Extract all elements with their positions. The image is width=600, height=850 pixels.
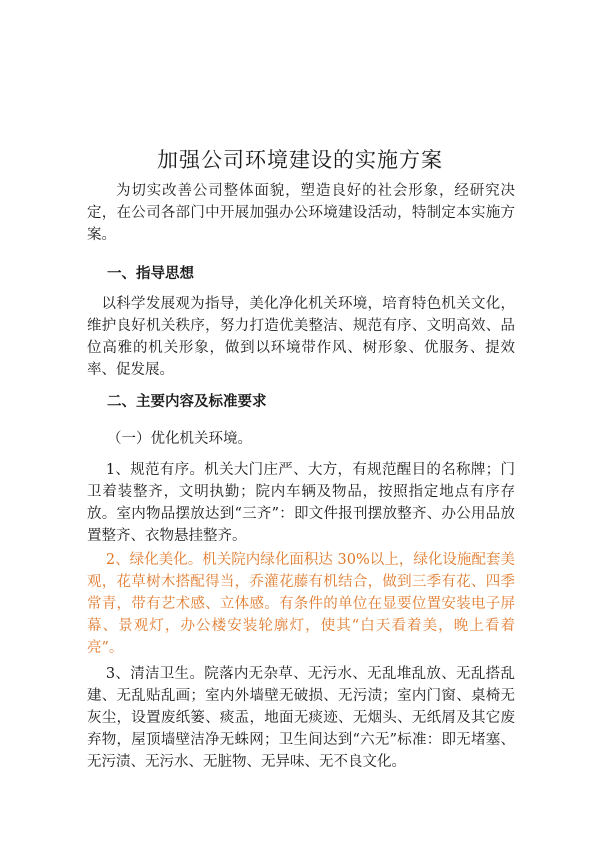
item-orderly: 1、规范有序。机关大门庄严、大方，有规范醒目的名称牌；门卫着装整齐，文明执勤；院内车辆及物品，按照指定地点有序存放。室内物品摆放达到“三齐”：即文件报刊摆放整齐、办公用品放置整齐、衣物悬挂整齐。 bbox=[87, 462, 515, 544]
intro-paragraph: 为切实改善公司整体面貌，塑造良好的社会形象，经研究决定，在公司各部门中开展加强办公环境建设活动，特制定本实施方案。 bbox=[87, 183, 515, 243]
subheading-optimize-environment: （一）优化机关环境。 bbox=[107, 431, 252, 447]
item-sanitation: 3、清洁卫生。院落内无杂草、无污水、无乱堆乱放、无乱搭乱建、无乱贴乱画；室内外墙壁无破损、无污渍；室内门窗、桌椅无灰尘，设置废纸篓、痰盂，地面无痰迹、无烟头、无纸屑及其它废弃物，屋顶墙壁洁净无蛛网；卫生间达到“六无”标准：即无堵塞、无污渍、无污水、无脏物、无异味、无不良文化。 bbox=[87, 666, 515, 770]
section-heading-main-content: 二、主要内容及标准要求 bbox=[107, 394, 267, 410]
guiding-ideology-paragraph: 以科学发展观为指导，美化净化机关环境，培育特色机关文化，维护良好机关秩序，努力打造优美整洁、规范有序、文明高效、品位高雅的机关形象，做到以环境带作风、树形象、优服务、提效率、促发展。 bbox=[87, 296, 515, 378]
item-greening: 2、绿化美化。机关院内绿化面积达 30%以上，绿化设施配套美观，花草树木搭配得当，乔灌花藤有机结合，做到三季有花、四季常青，带有艺术感、立体感。有条件的单位在显要位置安装电子屏幕、景观灯，办公楼安装轮廓灯，使其“白天看着美，晚上看着亮”。 bbox=[87, 552, 515, 656]
section-heading-guiding-ideology: 一、指导思想 bbox=[107, 266, 194, 282]
page-title: 加强公司环境建设的实施方案 bbox=[157, 148, 443, 172]
